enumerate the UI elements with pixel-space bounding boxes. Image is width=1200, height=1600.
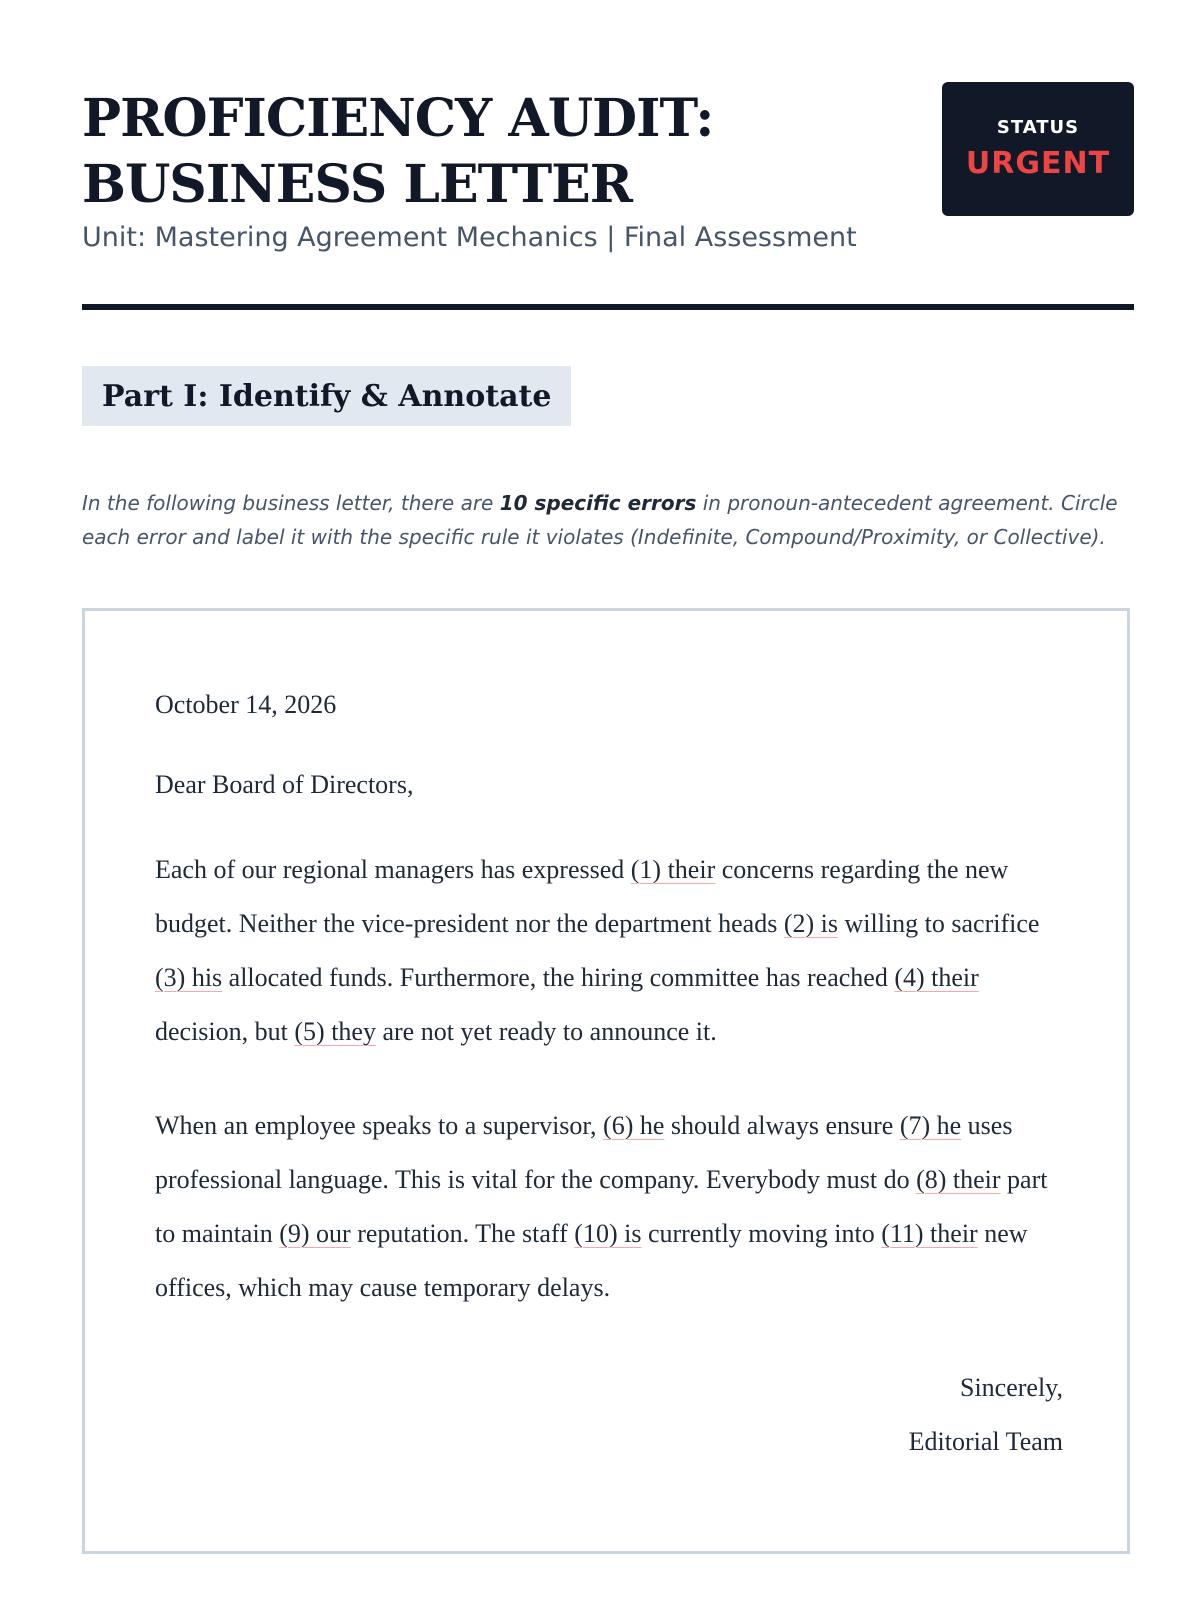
text-run: currently moving into — [641, 1219, 882, 1248]
instructions — [82, 486, 1138, 554]
status-value: URGENT — [965, 146, 1111, 181]
text-run: When an employee speaks to a supervisor, — [155, 1111, 604, 1140]
header — [82, 82, 1134, 312]
title-line-2: BUSINESS LETTER — [82, 154, 632, 215]
error-marker-5[interactable]: (5) they — [294, 1017, 376, 1046]
instructions-emphasis: 10 specific errors — [499, 491, 697, 515]
status-badge — [942, 82, 1134, 216]
error-marker-6[interactable]: (6) he — [603, 1111, 665, 1140]
text-run: willing to sacrifice — [838, 909, 1040, 938]
letter-closing-block — [155, 1361, 1063, 1469]
error-marker-9[interactable]: (9) our — [279, 1219, 351, 1248]
error-marker-4[interactable]: (4) their — [894, 963, 979, 992]
header-divider — [82, 304, 1134, 310]
text-run: uses professional language. This is vital for the company. Everybody must do — [155, 1111, 1013, 1194]
letter-signature: Editorial Team — [908, 1427, 1063, 1456]
error-marker-7[interactable]: (7) he — [899, 1111, 962, 1140]
error-marker-11[interactable]: (11) their — [881, 1219, 978, 1248]
error-marker-8[interactable]: (8) their — [916, 1165, 1001, 1194]
text-run: allocated funds. Furthermore, the hiring committee has reached — [222, 963, 895, 992]
letter-salutation: Dear Board of Directors, — [155, 770, 414, 799]
error-marker-10[interactable]: (10) is — [574, 1219, 642, 1248]
title-line-1: PROFICIENCY AUDIT: — [82, 88, 714, 149]
page-subtitle: Unit: Mastering Agreement Mechanics | Final Assessment — [82, 222, 857, 253]
letter-closing: Sincerely, — [960, 1373, 1063, 1402]
text-run: Each of our regional managers has expressed — [155, 855, 631, 884]
letter-paragraph-2 — [155, 1099, 1063, 1315]
letter-paragraph-1 — [155, 843, 1063, 1059]
section-heading: Part I: Identify & Annotate — [82, 366, 571, 426]
letter-date: October 14, 2026 — [155, 690, 337, 719]
letter-body — [155, 687, 1063, 1469]
error-marker-3[interactable]: (3) his — [155, 963, 223, 992]
text-run: new offices, which may cause temporary delays. — [155, 1219, 1028, 1302]
instructions-text-start: In the following business letter, there are — [82, 491, 500, 515]
instructions-text-end: in pronoun-antecedent agreement. Circle each error and label it with the specific rule it violates (Indefinite, Compound/Proximity, or Collective). — [82, 491, 1118, 549]
error-marker-2[interactable]: (2) is — [783, 909, 838, 938]
text-run: reputation. The staff — [350, 1219, 575, 1248]
status-label: STATUS — [996, 117, 1080, 138]
text-run: are not yet ready to announce it. — [375, 1017, 717, 1046]
text-run: should always ensure — [664, 1111, 900, 1140]
text-run: decision, but — [155, 1017, 295, 1046]
page-title — [82, 86, 714, 218]
error-marker-1[interactable]: (1) their — [630, 855, 716, 884]
text-run: concerns regarding the new budget. Neither the vice-president nor the department heads — [155, 855, 1009, 938]
text-run: part to maintain — [155, 1165, 1048, 1248]
letter-box — [82, 608, 1130, 1554]
